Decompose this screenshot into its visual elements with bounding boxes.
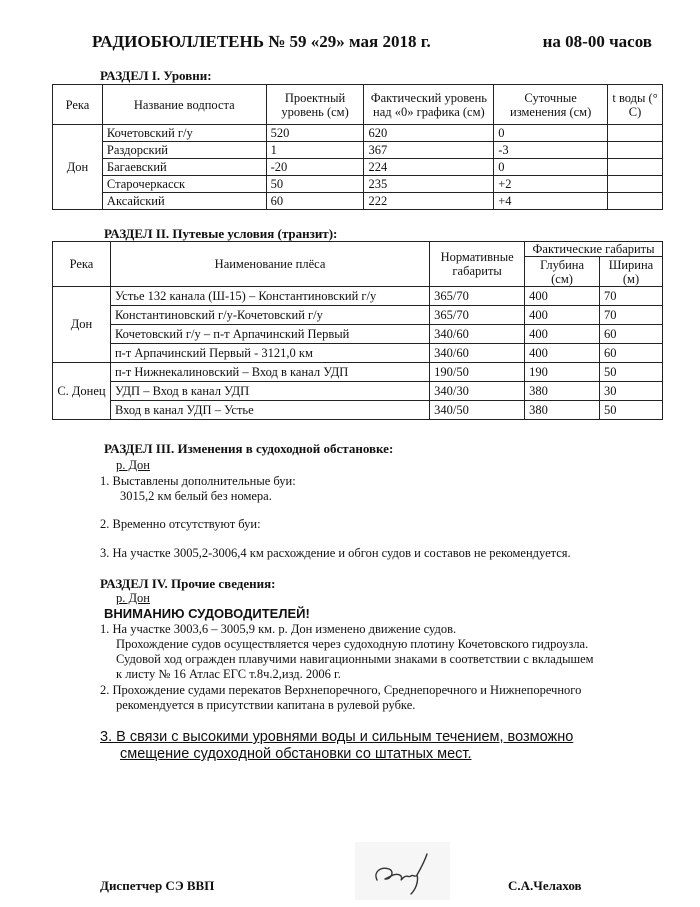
col-norm-dims: Нормативные габариты	[430, 242, 525, 287]
transit-header-row	[53, 242, 663, 257]
actual-level: 235	[364, 176, 494, 193]
norm-dims: 340/60	[430, 344, 525, 363]
station-name: Кочетовский г/у	[102, 125, 266, 142]
dispatcher-name: С.А.Челахов	[508, 878, 582, 893]
col-river: Река	[53, 85, 103, 125]
daily-change: -3	[494, 142, 608, 159]
norm-dims: 340/50	[430, 401, 525, 420]
dispatcher-position: Диспетчер СЭ ВВП	[100, 878, 215, 893]
reach-name: Константиновский г/у-Кочетовский г/у	[110, 306, 429, 325]
width: 50	[600, 363, 663, 382]
section2-title: РАЗДЕЛ II. Путевые условия (транзит):	[104, 226, 338, 241]
norm-dims: 190/50	[430, 363, 525, 382]
col-actual-dims: Фактические габариты	[525, 242, 663, 257]
col-daily-change: Суточные изменения (см)	[494, 85, 608, 125]
table-row	[53, 363, 663, 382]
actual-level: 222	[364, 193, 494, 210]
section3-river: р. Дон	[116, 458, 150, 472]
reach-name: УДП – Вход в канал УДП	[110, 382, 429, 401]
depth: 400	[525, 325, 600, 344]
station-name: Багаевский	[102, 159, 266, 176]
table-row	[53, 401, 663, 420]
col-depth: Глубина (см)	[525, 257, 600, 287]
section3-item3: 3. На участке 3005,2-3006,4 км расхождение и обгон судов и составов не рекомендуется.	[100, 546, 571, 560]
signature-image	[355, 842, 450, 900]
col-reach-name: Наименование плёса	[110, 242, 429, 287]
width: 60	[600, 344, 663, 363]
depth: 400	[525, 306, 600, 325]
depth: 400	[525, 287, 600, 306]
water-temp	[608, 159, 663, 176]
bulletin-time: на 08-00 часов	[542, 32, 652, 51]
table-row	[53, 287, 663, 306]
table-row	[53, 125, 663, 142]
river-cell: Дон	[53, 125, 103, 210]
daily-change: 0	[494, 125, 608, 142]
table-row	[53, 142, 663, 159]
design-level: 50	[266, 176, 364, 193]
actual-level: 224	[364, 159, 494, 176]
table-row	[53, 306, 663, 325]
river-cell: Дон	[53, 287, 111, 363]
section3-title: РАЗДЕЛ III. Изменения в судоходной обстановке:	[104, 441, 394, 456]
water-temp	[608, 176, 663, 193]
section4-item1: 1. На участке 3003,6 – 3005,9 км. р. Дон изменено движение судов.	[100, 622, 457, 636]
table-row	[53, 193, 663, 210]
bulletin-title: РАДИОБЮЛЛЕТЕНЬ № 59 «29» мая 2018 г.	[92, 32, 431, 51]
section4-item3: 3. В связи с высокими уровнями воды и сильным течением, возможно	[100, 729, 574, 745]
table-row	[53, 382, 663, 401]
section4-item2-line2: рекомендуется в присутствии капитана в рулевой рубке.	[116, 698, 416, 712]
actual-level: 367	[364, 142, 494, 159]
col-width: Ширина (м)	[600, 257, 663, 287]
norm-dims: 340/60	[430, 325, 525, 344]
width: 70	[600, 287, 663, 306]
attention-heading: ВНИМАНИЮ СУДОВОДИТЕЛЕЙ!	[104, 606, 310, 621]
water-temp	[608, 125, 663, 142]
section3-item1-detail: 3015,2 км белый без номера.	[120, 489, 272, 503]
table-row	[53, 325, 663, 344]
reach-name: п-т Арпачинский Первый - 3121,0 км	[110, 344, 429, 363]
actual-level: 620	[364, 125, 494, 142]
width: 70	[600, 306, 663, 325]
levels-header-row	[53, 85, 663, 125]
table-row	[53, 176, 663, 193]
section4-title: РАЗДЕЛ IV. Прочие сведения:	[100, 576, 276, 591]
station-name: Аксайский	[102, 193, 266, 210]
design-level: -20	[266, 159, 364, 176]
water-temp	[608, 142, 663, 159]
section1-title: РАЗДЕЛ I. Уровни:	[100, 68, 212, 83]
design-level: 520	[266, 125, 364, 142]
table-row	[53, 344, 663, 363]
width: 50	[600, 401, 663, 420]
bulletin-header	[92, 32, 652, 52]
depth: 400	[525, 344, 600, 363]
section4-item1-line2: Прохождение судов осуществляется через судоходную плотину Кочетовского гидроузла.	[116, 637, 589, 651]
width: 30	[600, 382, 663, 401]
section4-river: р. Дон	[116, 591, 150, 605]
reach-name: Кочетовский г/у – п-т Арпачинский Первый	[110, 325, 429, 344]
section4-item2: 2. Прохождение судами перекатов Верхнепоречного, Среднепоречного и Нижнепоречного	[100, 683, 582, 697]
transit-table	[52, 241, 663, 420]
section4-item3-line2: смещение судоходной обстановки со штатных мест.	[120, 746, 472, 762]
design-level: 1	[266, 142, 364, 159]
col-water-temp: t воды (° С)	[608, 85, 663, 125]
station-name: Старочеркасск	[102, 176, 266, 193]
daily-change: +4	[494, 193, 608, 210]
daily-change: +2	[494, 176, 608, 193]
daily-change: 0	[494, 159, 608, 176]
water-temp	[608, 193, 663, 210]
reach-name: Устье 132 канала (Ш-15) – Константиновский г/у	[110, 287, 429, 306]
section4-item1-line3: Судовой ход огражден плавучими навигационными знаками в соответствии с вкладышем	[116, 652, 594, 666]
width: 60	[600, 325, 663, 344]
section3-item1: 1. Выставлены дополнительные буи:	[100, 474, 296, 488]
reach-name: Вход в канал УДП – Устье	[110, 401, 429, 420]
col-river: Река	[53, 242, 111, 287]
norm-dims: 365/70	[430, 306, 525, 325]
design-level: 60	[266, 193, 364, 210]
norm-dims: 340/30	[430, 382, 525, 401]
norm-dims: 365/70	[430, 287, 525, 306]
depth: 380	[525, 401, 600, 420]
section3-item2: 2. Временно отсутствуют буи:	[100, 517, 261, 531]
table-row	[53, 159, 663, 176]
col-actual-level: Фактический уровень над «0» графика (см)	[364, 85, 494, 125]
station-name: Раздорский	[102, 142, 266, 159]
col-station: Название водпоста	[102, 85, 266, 125]
levels-table	[52, 84, 663, 210]
reach-name: п-т Нижнекалиновский – Вход в канал УДП	[110, 363, 429, 382]
river-cell: С. Донец	[53, 363, 111, 420]
depth: 380	[525, 382, 600, 401]
col-design-level: Проектный уровень (см)	[266, 85, 364, 125]
depth: 190	[525, 363, 600, 382]
section4-item1-line4: к листу № 16 Атлас ЕГС т.8ч.2,изд. 2006 г.	[116, 667, 341, 681]
